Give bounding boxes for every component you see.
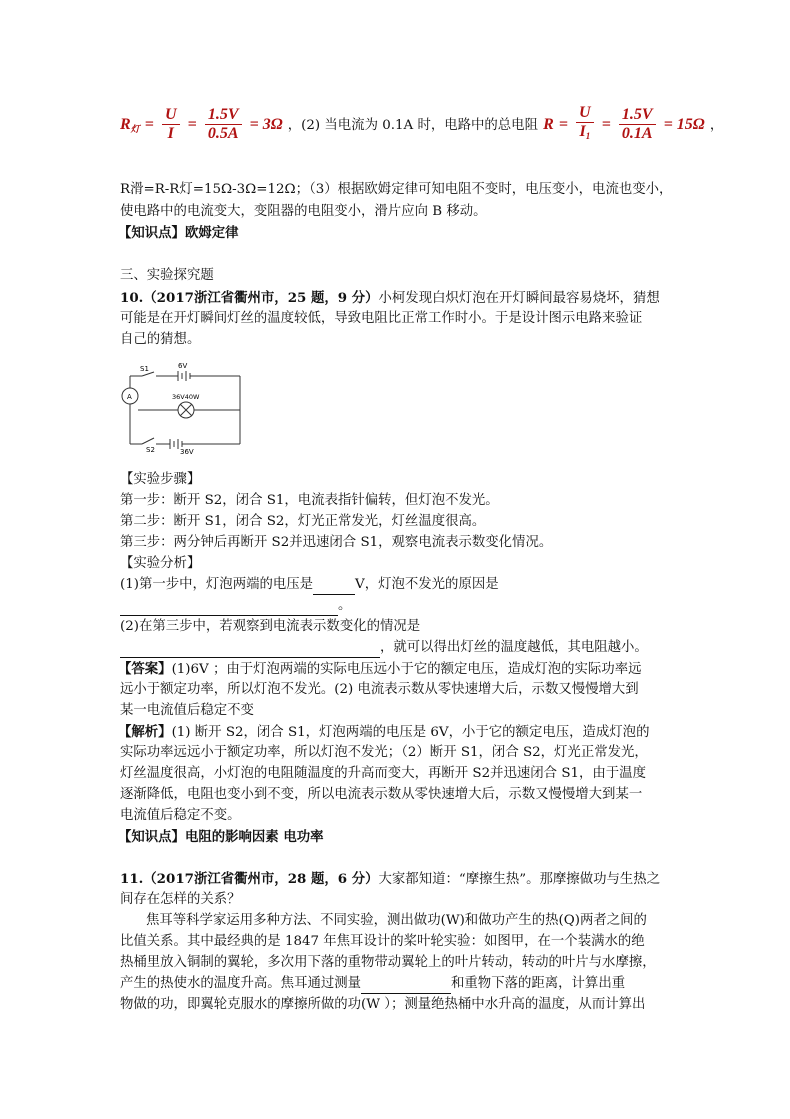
analysis-title: 【实验分析】 [120, 556, 201, 571]
label-6v: 6V [178, 362, 188, 370]
step-2: 第二步：断开 S1，闭合 S2，灯光正常发光，灯丝温度很高。 [120, 514, 486, 529]
q11-line6: 产生的热使水的温度升高。焦耳通过测量 和重物下落的距离，计算出重 [120, 974, 625, 994]
q11-line2: 间存在怎样的关系？ [120, 892, 241, 907]
formula-r-total: R [543, 116, 554, 133]
switch-s2 [142, 438, 154, 444]
formula-result-1: = 3Ω [249, 116, 283, 133]
answer-line1: 【答案】(1)6V ；由于灯泡两端的实际电压远小于它的额定电压，造成灯泡的实际功率远 [118, 661, 642, 677]
label-lamp-rating: 36V40W [172, 393, 200, 401]
label-s2: S2 [146, 446, 155, 454]
analysis-ans-line4: 逐渐降低，电阻也变小到不变，所以电流表示数从零快速增大后，示数又慢慢增大到某一 [120, 787, 643, 802]
knowledge-point-2: 【知识点】电阻的影响因素 电功率 [118, 829, 324, 845]
formula-equals: = [558, 116, 568, 133]
analysis-q1-line2: 。 [120, 596, 351, 616]
label-s1: S1 [140, 365, 149, 373]
formula-tail: ， [709, 118, 724, 133]
section-title-3: 三、实验探究题 [120, 268, 214, 283]
formula-equals: = [144, 116, 154, 133]
circuit-diagram [118, 362, 248, 454]
formula-r-lamp: $R_灯$ [120, 116, 140, 134]
formula-mid-text: ，(2) 当电流为 0.1A 时，电路中的总电阻 [287, 118, 538, 133]
fraction-u-over-i: $\frac{U}{I}$ [162, 106, 180, 143]
answer-line3: 某一电流值后稳定不变 [120, 703, 254, 718]
analysis-ans-line5: 电流值后稳定不变。 [120, 808, 241, 823]
answer-blank [120, 643, 380, 658]
answer-blank [361, 979, 451, 994]
q11-line1: 11.（2017浙江省衢州市，28 题，6 分）大家都知道：“摩擦生热”。那摩擦做功与生热之 [120, 871, 661, 887]
fraction-u-over-i1: $\frac{U}{I_1}$ [576, 104, 594, 145]
q10-line3: 自己的猜想。 [120, 332, 201, 347]
knowledge-point-1: 【知识点】欧姆定律 [118, 225, 239, 241]
para1-line1: R滑=R-R灯=15Ω-3Ω=12Ω；（3）根据欧姆定律可知电阻不变时，电压变小，电流也变小， [120, 182, 673, 197]
q11-line7: 物做的功，即翼轮克服水的摩擦所做的功(W ）；测量绝热桶中水升高的温度，从而计算出 [120, 997, 646, 1012]
para1-line2: 使电路中的电流变大，变阻器的电阻变小，滑片应向 B 移动。 [120, 204, 487, 219]
answer-blank [120, 601, 338, 616]
analysis-ans-line2: 实际功率远远小于额定功率，所以灯泡不发光；（2）断开 S1，闭合 S2，灯光正常发光， [120, 745, 648, 760]
q10-line1: 10.（2017浙江省衢州市，25 题，9 分）小柯发现白炽灯泡在开灯瞬间最容易烧坏，猜想 [120, 290, 660, 306]
steps-title: 【实验步骤】 [120, 472, 201, 487]
step-3: 第三步：两分钟后再断开 S2并迅速闭合 S1，观察电流表示数变化情况。 [120, 535, 553, 550]
analysis-q2-line2: ，就可以得出灯丝的温度越低，其电阻越小。 [120, 638, 648, 658]
formula-result-2: = 15Ω [663, 116, 705, 133]
fraction-values-1: $\frac{1.5V}{0.5A}$ [205, 106, 242, 143]
label-36v: 36V [180, 448, 194, 454]
analysis-ans-line3: 灯丝温度很高，小灯泡的电阻随温度的升高而变大，再断开 S2并迅速闭合 S1，由于温度 [120, 766, 646, 781]
answer-line2: 远小于额定功率，所以灯泡不发光。(2) 电流表示数从零快速增大后，示数又慢慢增大到 [120, 682, 639, 697]
analysis-q2: (2)在第三步中，若观察到电流表示数变化的情况是 [120, 619, 421, 634]
q11-line4: 比值关系。其中最经典的是 1847 年焦耳设计的桨叶轮实验：如图甲，在一个装满水的绝 [120, 934, 645, 949]
formula-equals: = [601, 116, 611, 133]
answer-blank [313, 580, 355, 595]
q11-line3: 焦耳等科学家运用多种方法、不同实验，测出做功(W)和做功产生的热(Q)两者之间的 [146, 913, 647, 928]
analysis-q1: (1)第一步中，灯泡两端的电压是 V，灯泡不发光的原因是 [120, 575, 499, 595]
formula-equals: = [187, 116, 197, 133]
fraction-values-2: $\frac{1.5V}{0.1A}$ [619, 106, 656, 143]
analysis-ans-line1: 【解析】(1) 断开 S2，闭合 S1，灯泡两端的电压是 6V，小于它的额定电压，造成灯泡的 [118, 724, 650, 740]
q10-line2: 可能是在开灯瞬间灯丝的温度较低，导致电阻比正常工作时小。于是设计图示电路来验证 [120, 311, 643, 326]
step-1: 第一步：断开 S2，闭合 S1，电流表指针偏转，但灯泡不发光。 [120, 493, 499, 508]
formula-line [120, 104, 723, 148]
q11-line5: 热桶里放入铜制的翼轮，多次用下落的重物带动翼轮上的叶片转动，转动的叶片与水摩擦， [120, 955, 656, 970]
label-ammeter: A [127, 393, 132, 401]
